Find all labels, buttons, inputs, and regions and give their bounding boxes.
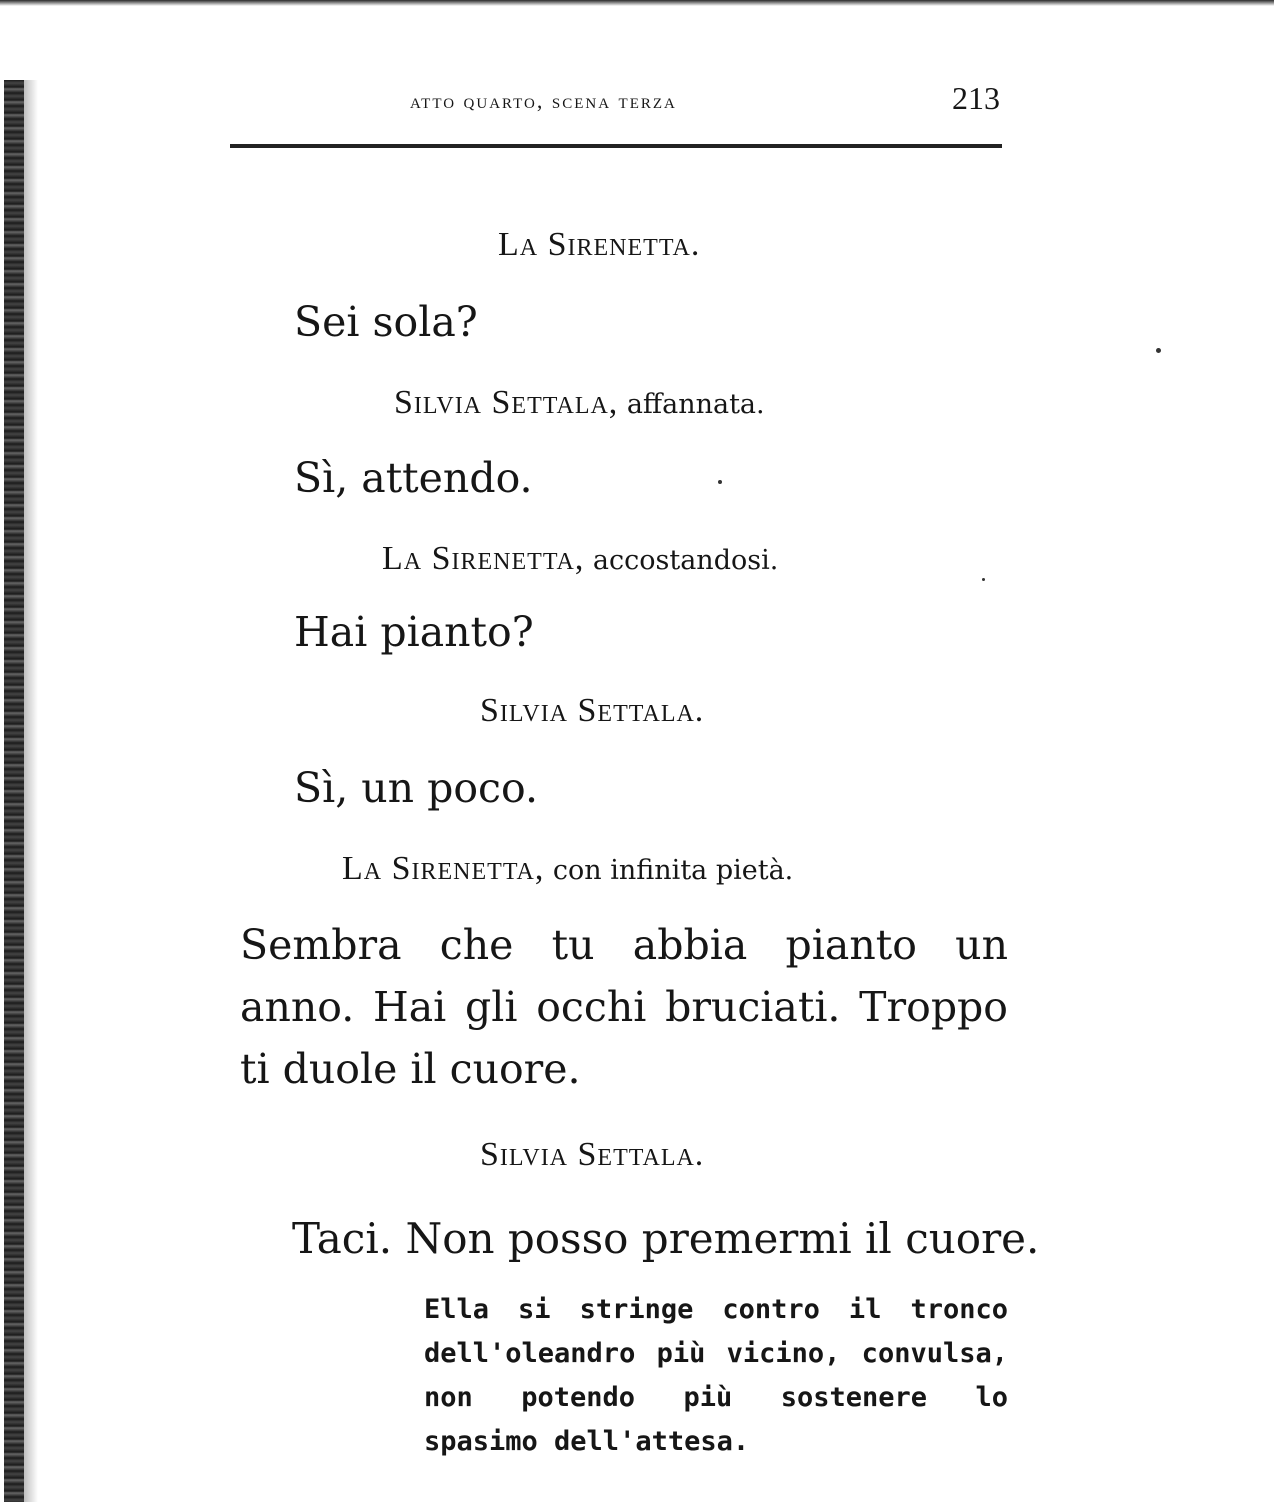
scan-speck — [982, 578, 985, 581]
dialogue-line: Taci. Non posso premermi il cuore. — [292, 1214, 1040, 1263]
speaker-label — [382, 540, 778, 578]
dialogue-line: Sì, un poco. — [294, 764, 538, 812]
speaker-label — [480, 692, 704, 730]
speaker-name: Silvia Settala. — [480, 692, 705, 729]
speaker-name: Silvia Settala, — [394, 384, 619, 421]
speaker-name: La Sirenetta, — [342, 850, 545, 887]
dialogue-line: Sei sola? — [294, 298, 478, 346]
header-rule — [230, 144, 1002, 148]
page-number: 213 — [952, 80, 1000, 116]
speaker-direction: accostandosi. — [592, 545, 779, 576]
speaker-direction: con infinita pietà. — [552, 855, 794, 886]
speaker-label — [394, 384, 765, 422]
speaker-direction: affannata. — [626, 389, 765, 420]
scan-speck — [718, 480, 722, 484]
stage-direction: Ella si stringe contro il tronco dell'oleandro più vicino, convulsa, non potendo più sostenere lo spasimo dell'attesa. — [424, 1294, 1008, 1457]
speaker-label — [480, 1136, 704, 1174]
speaker-name: Silvia Settala. — [480, 1136, 705, 1173]
dialogue-paragraph: Sembra che tu abbia pianto un anno. Hai gli occhi bruciati. Troppo ti duole il cuore. — [240, 921, 1008, 1093]
speaker-name: La Sirenetta. — [498, 226, 701, 263]
speaker-label — [498, 226, 700, 264]
scan-speck — [1156, 348, 1161, 353]
dialogue-line: Sì, attendo. — [294, 454, 533, 502]
running-head: atto quarto, scena terza — [410, 88, 677, 113]
speaker-label — [342, 850, 793, 888]
speaker-name: La Sirenetta, — [382, 540, 585, 577]
dialogue-line: Hai pianto? — [294, 608, 534, 656]
